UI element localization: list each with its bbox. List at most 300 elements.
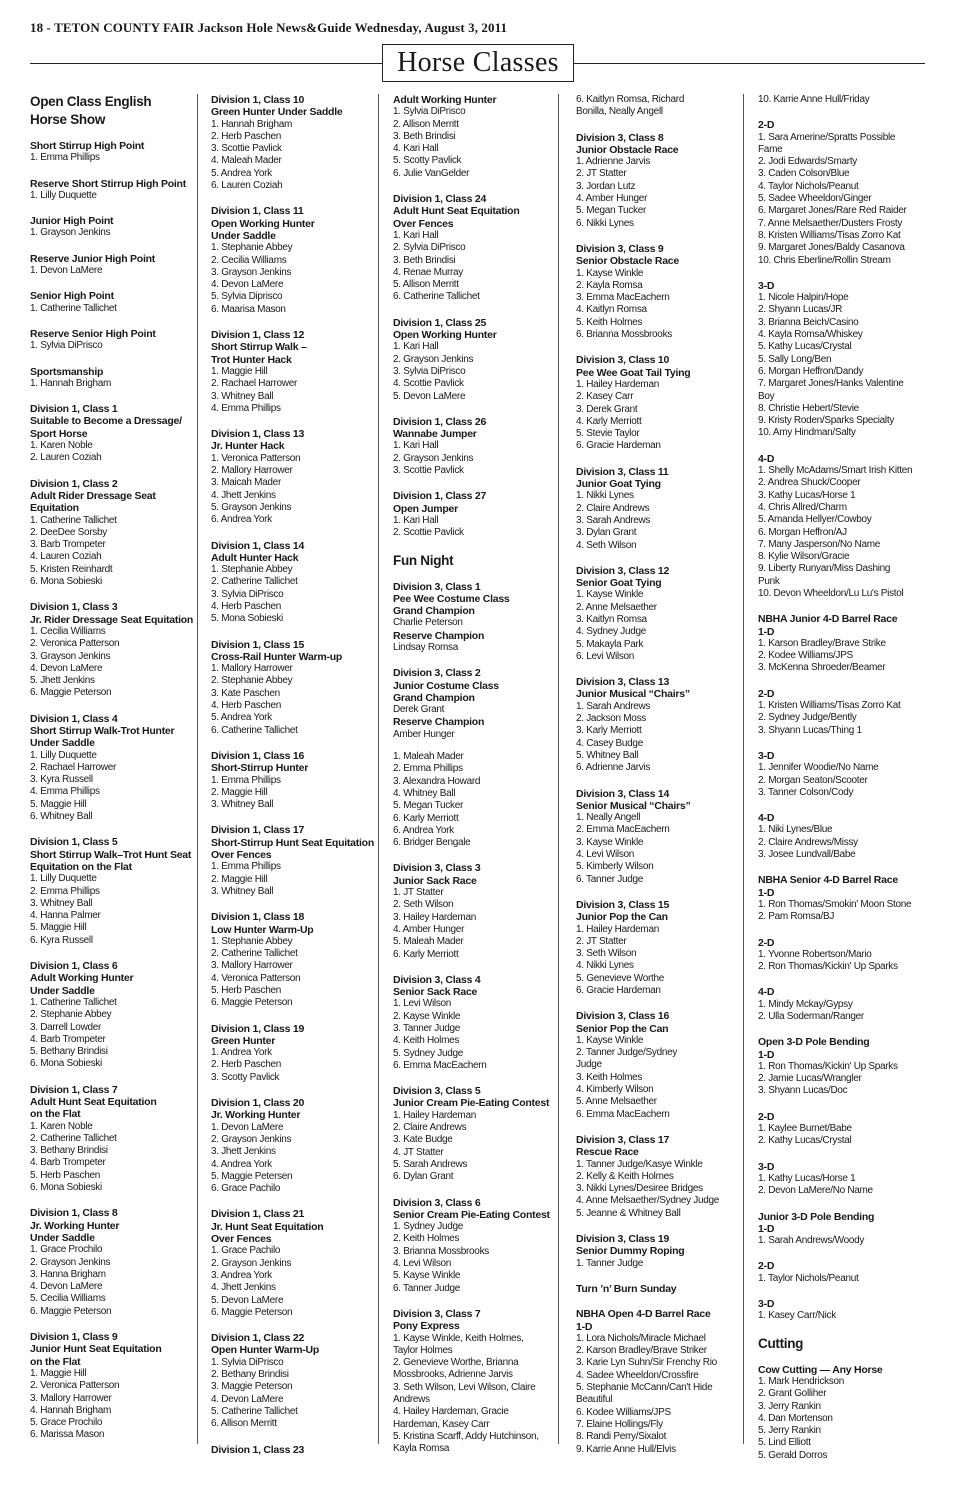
placing-line: 2. Bethany Brindisi: [211, 1369, 289, 1381]
result-section: [758, 1336, 933, 1352]
result-section: [758, 613, 933, 674]
placing-line: 3. Kathy Lucas/Horse 1: [758, 489, 856, 501]
result-section: [758, 874, 933, 923]
placing-line: 2. Jodi Edwards/Smarty: [758, 156, 857, 168]
placing-line: 2. Stephanie Abbey: [211, 675, 293, 687]
placing-line: 2. Keith Holmes: [393, 1233, 460, 1245]
result-section: [211, 911, 381, 1009]
result-section: [30, 328, 200, 353]
class-heading: Short-Stirrup Hunt Seat Equitation: [211, 836, 374, 849]
class-heading: Equitation: [30, 502, 79, 515]
placing-line: 6. Dylan Grant: [393, 1171, 454, 1183]
class-heading: 3-D: [758, 279, 775, 292]
placing-line: 2. Stephanie Abbey: [30, 1009, 112, 1021]
placing-line: 1. Tanner Judge/Kasye Winkle: [576, 1158, 703, 1170]
class-heading: Senior Pop the Can: [576, 1022, 669, 1035]
result-section: [393, 317, 563, 403]
class-heading: Division 3, Class 9: [576, 242, 664, 255]
class-heading: Junior Musical “Chairs”: [576, 688, 690, 701]
placing-line: 1. Emma Phillips: [211, 774, 281, 786]
placing-line: 2. Maggie Hill: [211, 786, 268, 798]
placing-line: 1. Kasey Carr/Nick: [758, 1310, 836, 1322]
placing-line: 5. Jerry Rankin: [758, 1425, 821, 1437]
placing-line: 4. Devon LaMere: [30, 1281, 103, 1293]
class-heading: Division 1, Class 16: [211, 749, 305, 762]
placing-line: 1. Kayse Winkle, Keith Holmes,: [393, 1332, 524, 1344]
placing-line: 6. Karly Merriott: [393, 948, 459, 960]
placing-line: 1. Niki Lynes/Blue: [758, 824, 833, 836]
placing-line: 6. Brianna Mossbrooks: [576, 329, 672, 341]
class-heading: Junior Obstacle Race: [576, 143, 679, 156]
placing-line: 3. Grayson Jenkins: [211, 266, 292, 278]
placing-line: 6. Maarisa Mason: [211, 303, 286, 315]
result-section: [211, 1444, 381, 1456]
column-4: [576, 94, 746, 1489]
class-heading: Senior High Point: [30, 290, 114, 303]
result-section: [30, 366, 200, 391]
placing-line: 3. Emma MacEachern: [576, 292, 670, 304]
placing-line: 3. Kate Budge: [393, 1134, 453, 1146]
placing-line: Amber Hunger: [393, 728, 455, 740]
placing-line: 4. Dan Mortenson: [758, 1412, 833, 1424]
placing-line: 5. Andrea York: [211, 712, 272, 724]
placing-line: 5. Maggie Hill: [30, 922, 87, 934]
placing-line: 3. Maggie Peterson: [211, 1381, 293, 1393]
placing-line: 6. Andrea York: [393, 824, 454, 836]
placing-line: 1. Lilly Duquette: [30, 189, 97, 201]
class-heading: 2-D: [758, 1110, 775, 1123]
placing-line: 3. Hailey Hardeman: [393, 911, 476, 923]
placing-line: 5. Kristina Scarff, Addy Hutchinson,: [393, 1430, 539, 1442]
placing-line: 3. McKenna Shroeder/Beamer: [758, 662, 886, 674]
result-section: [758, 280, 933, 440]
result-section: [758, 1364, 933, 1462]
placing-line: 2. Kasey Carr: [576, 391, 634, 403]
placing-line: 1. Taylor Nichols/Peanut: [758, 1272, 859, 1284]
class-heading: Division 3, Class 16: [576, 1010, 670, 1023]
placing-line: 3. Tanner Judge: [393, 1023, 461, 1034]
class-heading: Grand Champion: [393, 691, 475, 704]
placing-line: 5. Kathy Lucas/Crystal: [758, 341, 852, 353]
placing-line: 3. Derek Grant: [576, 403, 638, 415]
class-heading: Open Class English: [30, 94, 152, 109]
class-heading: Division 3, Class 4: [393, 973, 481, 986]
class-heading: Division 3, Class 1: [393, 580, 481, 593]
placing-line: 4. Kimberly Wilson: [576, 1084, 654, 1096]
placing-line: 1. Devon LaMere: [211, 1121, 284, 1133]
class-heading: Junior Pop the Can: [576, 911, 668, 924]
placing-line: 3. Kyra Russell: [30, 774, 93, 786]
result-section: [393, 862, 563, 960]
class-heading: Short Stirrup Walk –: [211, 341, 307, 354]
placing-line: 6. Karly Merriott: [393, 812, 459, 824]
result-section: [576, 899, 746, 997]
placing-line: 4. Hannah Brigham: [30, 1404, 112, 1416]
placing-line: 1. Kari Hall: [393, 514, 439, 526]
placing-line: 5. Anne Melsaether: [576, 1096, 657, 1108]
class-heading: 3-D: [758, 1298, 775, 1311]
placing-line: 3. Hanna Brigham: [30, 1268, 106, 1280]
placing-line: 6. Maggie Peterson: [211, 1306, 293, 1318]
placing-line: 6. Julie VanGelder: [393, 167, 470, 179]
class-heading: 4-D: [758, 812, 775, 825]
class-heading: Jr. Working Hunter: [30, 1219, 120, 1232]
placing-line: 2. Allison Merritt: [393, 118, 459, 130]
class-heading: Division 3, Class 19: [576, 1233, 670, 1246]
class-heading: Reserve Senior High Point: [30, 327, 156, 340]
class-heading: Short Stirrup Walk–Trot Hunt Seat: [30, 848, 192, 861]
result-section: [211, 1208, 381, 1319]
class-heading: Trot Hunter Hack: [211, 353, 292, 366]
class-heading: Horse Show: [30, 112, 106, 127]
placing-line: 5. Gerald Dorros: [758, 1449, 828, 1461]
column-divider: [197, 94, 198, 1444]
placing-line: 1. Stephanie Abbey: [211, 564, 293, 576]
result-section: [758, 119, 933, 267]
placing-line: 10. Chris Eberline/Rollin Stream: [758, 254, 891, 266]
placing-line: 1. Stephanie Abbey: [211, 242, 293, 254]
placing-line: 4. Kayla Romsa/Whiskey: [758, 329, 863, 341]
class-heading: NBHA Junior 4-D Barrel Race: [758, 613, 898, 626]
placing-line: 4. Scottie Pavlick: [393, 378, 464, 390]
placing-line: 9. Kristy Roden/Sparks Specialty: [758, 415, 895, 427]
placing-line: 2. Devon LaMere/No Name: [758, 1185, 873, 1197]
class-heading: Senior Dummy Roping: [576, 1245, 685, 1258]
placing-line: 1. Lora Nichols/Miracle Michael: [576, 1332, 706, 1344]
placing-line: 1. Ron Thomas/Smokin' Moon Stone: [758, 898, 912, 910]
placing-line: 5. Andrea York: [211, 167, 272, 179]
placing-line: 1. Lilly Duquette: [30, 873, 97, 885]
placing-line: 6. Kyra Russell: [30, 934, 93, 946]
placing-line: 6. Kodee Williams/JPS: [576, 1406, 671, 1418]
placing-line: 1. Sylvia DiPrisco: [211, 1356, 284, 1368]
placing-line: 1. Jennifer Woodie/No Name: [758, 762, 879, 774]
placing-line: 3. Brianna Beich/Casino: [758, 316, 859, 328]
result-section: [758, 1036, 933, 1097]
placing-line: 2. Rachael Harrower: [211, 378, 298, 390]
class-heading: Junior 3-D Pole Bending: [758, 1210, 875, 1223]
placing-line: 3. Sylvia DiPrisco: [393, 365, 466, 377]
result-section: [30, 215, 200, 240]
placing-line: 8. Christie Hebert/Stevie: [758, 402, 859, 414]
placing-line: Mossbrooks, Adrienne Jarvis: [393, 1369, 513, 1381]
class-heading: 1-D: [758, 625, 775, 638]
placing-line: 3. Mallory Harrower: [211, 960, 293, 972]
class-heading: 4-D: [758, 986, 775, 999]
class-heading: Suitable to Become a Dressage/: [30, 415, 182, 428]
class-heading: Jr. Hunter Hack: [211, 440, 285, 453]
result-section: [758, 986, 933, 1023]
result-section: [211, 1097, 381, 1195]
placing-line: 2. Herb Paschen: [211, 1059, 281, 1071]
class-heading: Division 3, Class 15: [576, 898, 670, 911]
placing-line: 5. Genevieve Worthe: [576, 972, 665, 984]
placing-line: 1. Maggie Hill: [30, 1367, 87, 1379]
placing-line: 1. Kari Hall: [393, 341, 439, 353]
placing-line: 2. Catherine Tallichet: [211, 948, 298, 960]
class-heading: Division 1, Class 27: [393, 490, 487, 503]
class-heading: 1-D: [758, 886, 775, 899]
class-heading: Open Working Hunter: [393, 329, 497, 342]
result-section: [30, 1207, 200, 1318]
placing-line: 1. Sarah Andrews: [576, 700, 651, 712]
class-heading: Cutting: [758, 1335, 804, 1351]
result-section: [211, 824, 381, 898]
result-section: [393, 1308, 563, 1456]
placing-line: 7. Many Jasperson/No Name: [758, 538, 881, 550]
placing-line: 4. Sadee Wheeldon/Crossfire: [576, 1369, 699, 1381]
class-heading: 2-D: [758, 687, 775, 700]
placing-line: 3. Jordan Lutz: [576, 180, 636, 192]
class-heading: Junior Costume Class: [393, 679, 499, 692]
placing-line: 4. Andrea York: [211, 1158, 272, 1170]
placing-line: 1. Grayson Jenkins: [30, 227, 111, 239]
placing-line: 5. Maggie Hill: [30, 798, 87, 810]
placing-line: 1. Emma Phillips: [30, 152, 100, 164]
placing-line: 4. Jhett Jenkins: [211, 1282, 276, 1294]
placing-line: 1. JT Statter: [393, 887, 444, 899]
placing-line: 2. DeeDee Sorsby: [30, 526, 107, 538]
placing-line: 2. Kathy Lucas/Crystal: [758, 1135, 852, 1147]
placing-line: 2. Kayla Romsa: [576, 279, 643, 291]
result-section: [393, 193, 563, 304]
placing-line: 6. Mona Sobieski: [30, 1058, 102, 1070]
placing-line: 2. Grayson Jenkins: [211, 1257, 292, 1269]
placing-line: 8. Randi Perry/Sixalot: [576, 1431, 667, 1443]
placing-line: 3. Barb Trompeter: [30, 539, 106, 551]
result-section: [393, 416, 563, 477]
class-heading: Adult Hunt Seat Equitation: [393, 205, 520, 218]
placing-line: 5. Maleah Mader: [393, 936, 464, 948]
placing-line: 2. Jackson Moss: [576, 713, 646, 725]
placing-line: 4. Barb Trompeter: [30, 1157, 106, 1169]
placing-line: 3. Grayson Jenkins: [30, 650, 111, 662]
class-heading: Jr. Hunt Seat Equitation: [211, 1220, 324, 1233]
class-heading: Junior High Point: [30, 215, 114, 228]
placing-line: 1. Maleah Mader: [393, 751, 464, 763]
placing-line: 2. Seth Wilson: [393, 899, 454, 911]
placing-line: 3. Karie Lyn Suhn/Sir Frenchy Rio: [576, 1357, 717, 1369]
placing-line: 1. Ron Thomas/Kickin' Up Sparks: [758, 1060, 898, 1072]
placing-line: 5. Megan Tucker: [576, 205, 646, 217]
class-heading: Open Working Hunter: [211, 217, 315, 230]
placing-line: 6. Mona Sobieski: [30, 1182, 102, 1194]
placing-line: 6. Emma MacEachern: [576, 1108, 670, 1120]
class-heading: Division 1, Class 11: [211, 205, 304, 218]
class-heading: Wannabe Jumper: [393, 428, 477, 441]
placing-line: 1. Veronica Patterson: [211, 452, 301, 464]
placing-line: 1. Kaylee Burnet/Babe: [758, 1123, 852, 1135]
class-heading: Adult Hunter Hack: [211, 551, 299, 564]
class-heading: Junior Cream Pie-Eating Contest: [393, 1097, 550, 1110]
result-section: [211, 329, 381, 415]
class-heading: Short Stirrup High Point: [30, 140, 145, 152]
placing-line: 3. Jerry Rankin: [758, 1400, 821, 1412]
placing-line: 3. Whitney Ball: [211, 799, 274, 811]
class-heading: 2-D: [758, 119, 775, 132]
placing-line: 4. Hailey Hardeman, Gracie: [393, 1406, 509, 1418]
result-section: [30, 94, 200, 128]
column-5: [758, 94, 933, 1489]
class-heading: Division 1, Class 7: [30, 1083, 118, 1096]
class-heading: Reserve Junior High Point: [30, 252, 156, 265]
result-section: [758, 1211, 933, 1248]
placing-line: 5. Sally Long/Ben: [758, 353, 832, 365]
class-heading: 4-D: [758, 452, 775, 465]
placing-line: 6. Kaitlyn Romsa, Richard: [576, 94, 685, 105]
placing-line: 2. Kelly & Keith Holmes: [576, 1170, 674, 1182]
placing-line: 4. JT Statter: [393, 1146, 444, 1158]
class-heading: Junior Goat Tying: [576, 478, 661, 491]
placing-line: 3. Sylvia DiPrisco: [211, 588, 284, 600]
placing-line: 1. Adrienne Jarvis: [576, 156, 651, 168]
placing-line: 4. Amber Hunger: [576, 193, 648, 205]
placing-line: 5. Stephanie McCann/Can't Hide: [576, 1382, 713, 1394]
placing-line: 1. Grace Prochilo: [30, 1244, 103, 1256]
placing-line: 8. Kylie Wilson/Gracie: [758, 551, 850, 563]
placing-line: 3. Seth Wilson: [576, 948, 637, 960]
placing-line: 5. Keith Holmes: [576, 316, 643, 328]
class-heading: Reserve Champion: [393, 629, 485, 642]
class-heading: Green Hunter Under Saddle: [211, 106, 343, 119]
placing-line: 2. Ron Thomas/Kickin' Up Sparks: [758, 961, 898, 973]
result-section: [576, 565, 746, 663]
class-heading: Fun Night: [393, 552, 454, 568]
placing-line: 6. Grace Pachilo: [211, 1183, 281, 1195]
spacer: [393, 741, 563, 751]
placing-line: 2. Herb Paschen: [211, 130, 281, 142]
placing-line: 6. Mona Sobieski: [30, 576, 102, 588]
placing-line: 4. Seth Wilson: [576, 539, 637, 551]
class-heading: Division 1, Class 10: [211, 94, 305, 106]
placing-line: 5. Whitney Ball: [576, 749, 639, 761]
placing-line: 2. Emma Phillips: [30, 885, 100, 897]
class-heading: Division 1, Class 14: [211, 539, 305, 552]
placing-line: 2. Sydney Judge/Bently: [758, 712, 857, 724]
class-heading: Senior Goat Tying: [576, 577, 662, 590]
placing-line: 4. Jhett Jenkins: [211, 489, 276, 501]
placing-line: 1. Hailey Hardeman: [576, 923, 659, 935]
placing-line: 3. Scotty Pavlick: [211, 1071, 280, 1083]
placing-line: 2. Catherine Tallichet: [211, 576, 298, 588]
result-section: [211, 540, 381, 626]
placing-line: 1. Mindy Mckay/Gypsy: [758, 998, 853, 1010]
placing-line: 1. Nicole Halpin/Hope: [758, 292, 849, 304]
placing-line: 2. Emma MacEachern: [576, 824, 670, 836]
placing-line: 3. Josee Lundvall/Babe: [758, 849, 856, 861]
placing-line: 3. Bethany Brindisi: [30, 1145, 108, 1157]
placing-line: 4. Anne Melsaether/Sydney Judge: [576, 1195, 720, 1207]
placing-line: 5. Mona Sobieski: [211, 613, 283, 625]
placing-line: 4. Sydney Judge: [576, 626, 646, 638]
class-heading: Sport Horse: [30, 427, 88, 440]
placing-line: 5. Herb Paschen: [211, 985, 281, 996]
class-heading: Under Saddle: [30, 737, 95, 750]
column-divider: [378, 94, 379, 1444]
placing-line: 5. Devon LaMere: [393, 390, 466, 402]
placing-line: 3. Sarah Andrews: [576, 514, 651, 526]
placing-line: 1. Lilly Duquette: [30, 749, 97, 761]
class-heading: Sportsmanship: [30, 365, 104, 378]
result-section: [30, 290, 200, 315]
section-title: Horse Classes: [382, 44, 574, 82]
class-heading: Junior Hunt Seat Equitation: [30, 1343, 162, 1356]
class-heading: on the Flat: [30, 1108, 81, 1121]
class-heading: Reserve Short Stirrup High Point: [30, 177, 186, 190]
result-section: [758, 1260, 933, 1285]
placing-line: 5. Allison Merritt: [393, 279, 459, 291]
class-heading: Division 1, Class 12: [211, 329, 305, 342]
class-heading: Under Saddle: [211, 229, 276, 242]
class-heading: Division 1, Class 3: [30, 601, 118, 614]
placing-line: 10. Amy Hindman/Salty: [758, 427, 856, 439]
class-heading: Division 3, Class 14: [576, 787, 670, 800]
placing-line: 2. Anne Melsaether: [576, 601, 657, 613]
placing-line: 2. Claire Andrews: [393, 1122, 467, 1134]
placing-line: 1. Karen Noble: [30, 440, 93, 452]
placing-line: 4. Whitney Ball: [393, 787, 456, 799]
result-section: [758, 812, 933, 861]
placing-line: 6. Morgan Heffron/Dandy: [758, 365, 864, 377]
class-heading: Division 3, Class 3: [393, 862, 481, 875]
result-section: [211, 428, 381, 526]
placing-line: 5. Catherine Tallichet: [211, 1405, 298, 1417]
class-heading: Division 1, Class 17: [211, 824, 305, 837]
class-heading: Turn ’n’ Burn Sunday: [576, 1282, 677, 1295]
class-heading: NBHA Open 4-D Barrel Race: [576, 1308, 711, 1321]
placing-line: 3. Andrea York: [211, 1269, 272, 1281]
placing-line: 2. Sylvia DiPrisco: [393, 242, 466, 254]
placing-line: 1. Sara Amerine/Spratts Possible: [758, 131, 896, 143]
placing-line: 7. Margaret Jones/Hanks Valentine: [758, 378, 904, 390]
class-heading: Reserve Champion: [393, 716, 485, 729]
placing-line: 4. Veronica Patterson: [211, 972, 301, 984]
result-section: [576, 94, 746, 119]
placing-line: 3. Maicah Mader: [211, 477, 281, 489]
class-heading: Pee Wee Costume Class: [393, 592, 510, 605]
page-folio: 18 - TETON COUNTY FAIR Jackson Hole News&Guide Wednesday, August 3, 2011: [30, 20, 508, 35]
placing-line: 5. Amanda Hellyer/Cowboy: [758, 514, 872, 526]
result-section: [576, 1283, 746, 1295]
column-2: [211, 94, 381, 1489]
class-heading: Division 1, Class 15: [211, 638, 305, 651]
placing-line: 1. Kayse Winkle: [576, 589, 644, 601]
placing-line: 1. Maggie Hill: [211, 365, 268, 377]
placing-line: 8. Kristen Williams/Tisas Zorro Kat: [758, 229, 901, 241]
result-section: [576, 354, 746, 452]
placing-line: 4. Karly Merriott: [576, 415, 642, 427]
class-heading: Pee Wee Goat Tail Tying: [576, 366, 691, 379]
column-divider: [743, 94, 744, 1444]
placing-line: 3. Kaitlyn Romsa: [576, 613, 647, 625]
column-1: [30, 94, 200, 1489]
class-heading: Open Hunter Warm-Up: [211, 1344, 320, 1357]
placing-line: 2. Grayson Jenkins: [30, 1256, 111, 1268]
placing-line: 1. Andrea York: [211, 1047, 272, 1059]
class-heading: on the Flat: [30, 1355, 81, 1368]
result-section: [576, 132, 746, 230]
placing-line: 6. Maggie Peterson: [30, 687, 112, 699]
placing-line: 1. Stephanie Abbey: [211, 935, 293, 947]
placing-line: 1. Emma Phillips: [211, 861, 281, 873]
placing-line: 5. Jeanne & Whitney Ball: [576, 1207, 681, 1219]
class-heading: Division 1, Class 13: [211, 428, 305, 441]
placing-line: 2. Claire Andrews: [576, 502, 650, 514]
result-section: [30, 253, 200, 278]
class-heading: Division 1, Class 5: [30, 836, 118, 849]
placing-line: 1. Yvonne Robertson/Mario: [758, 948, 872, 960]
placing-line: 3. Tanner Colson/Cody: [758, 786, 854, 798]
